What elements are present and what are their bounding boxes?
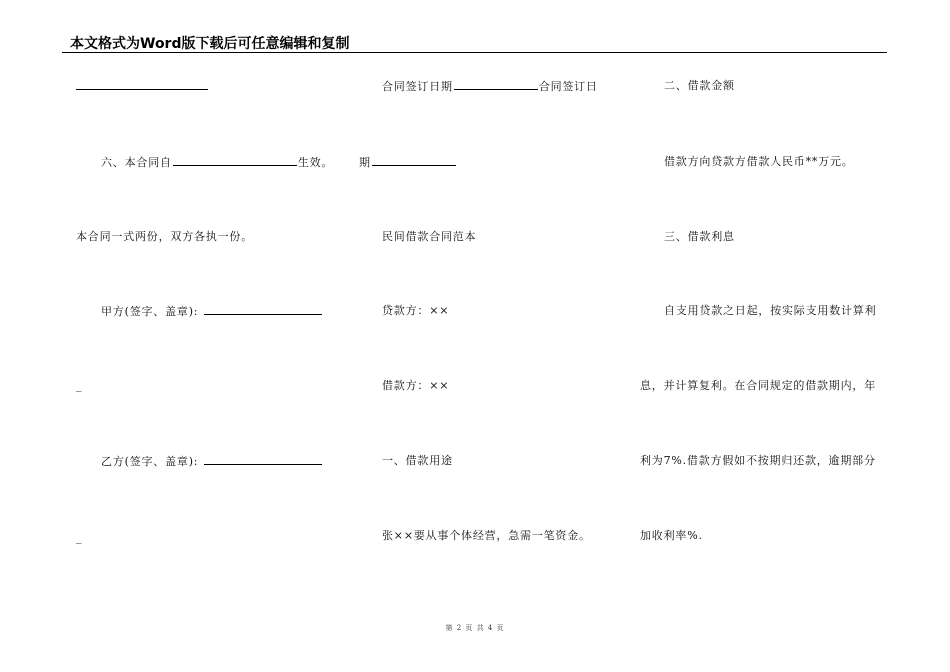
borrower-line: 借款方：××	[382, 379, 450, 392]
column-left	[60, 0, 350, 672]
effective-clause	[101, 155, 333, 170]
copies-clause: 本合同一式两份，双方各执一份。	[76, 230, 253, 243]
interest-text-line-4: 加收利率%.	[640, 529, 703, 542]
section-2-body: 借款方向贷款方借款人民币**万元。	[664, 155, 854, 168]
page-number-footer: 第 2 页 共 4 页	[445, 624, 505, 632]
party-b-signature	[101, 454, 323, 469]
column-middle	[355, 0, 635, 672]
party-a-blank	[204, 304, 322, 315]
effective-clause-suffix: 生效。	[297, 156, 334, 169]
party-a-label: 甲方(签字、盖章):	[101, 305, 199, 318]
sign-date-continued: 期	[359, 156, 371, 169]
column-right	[640, 0, 890, 672]
stub-underscore-1: _	[76, 379, 83, 392]
sign-date-label: 合同签订日期	[382, 80, 453, 93]
sign-date-line-2	[359, 155, 457, 170]
section-1-body: 张××要从事个体经营，急需一笔资金。	[382, 529, 591, 542]
effective-clause-prefix: 六、本合同自	[101, 156, 172, 169]
party-b-label: 乙方(签字、盖章):	[101, 455, 199, 468]
sign-place-label: 合同签订日	[538, 80, 598, 93]
lender-line: 贷款方：××	[382, 304, 450, 317]
effective-date-blank	[173, 155, 297, 166]
contract-template-title: 民间借款合同范本	[382, 230, 477, 243]
sign-date-blank-2	[372, 155, 456, 166]
document-header-title: 本文格式为Word版下载后可任意编辑和复制	[70, 36, 350, 52]
interest-text-line-1: 自支用贷款之日起，按实际支用数计算利	[664, 304, 877, 317]
section-1-heading: 一、借款用途	[382, 454, 453, 467]
section-3-heading: 三、借款利息	[664, 230, 735, 243]
sign-date-blank	[454, 79, 538, 90]
stub-underscore-2: _	[76, 531, 83, 544]
party-a-signature	[101, 304, 323, 319]
interest-text-line-2: 息，并计算复利。在合同规定的借款期内，年	[640, 379, 876, 392]
section-2-heading: 二、借款金额	[664, 79, 735, 92]
party-b-blank	[204, 454, 322, 465]
sign-date-line-1	[382, 79, 598, 94]
interest-text-line-3: 利为7%.借款方假如不按期归还款，逾期部分	[640, 454, 876, 467]
signature-blank-line	[76, 89, 208, 90]
